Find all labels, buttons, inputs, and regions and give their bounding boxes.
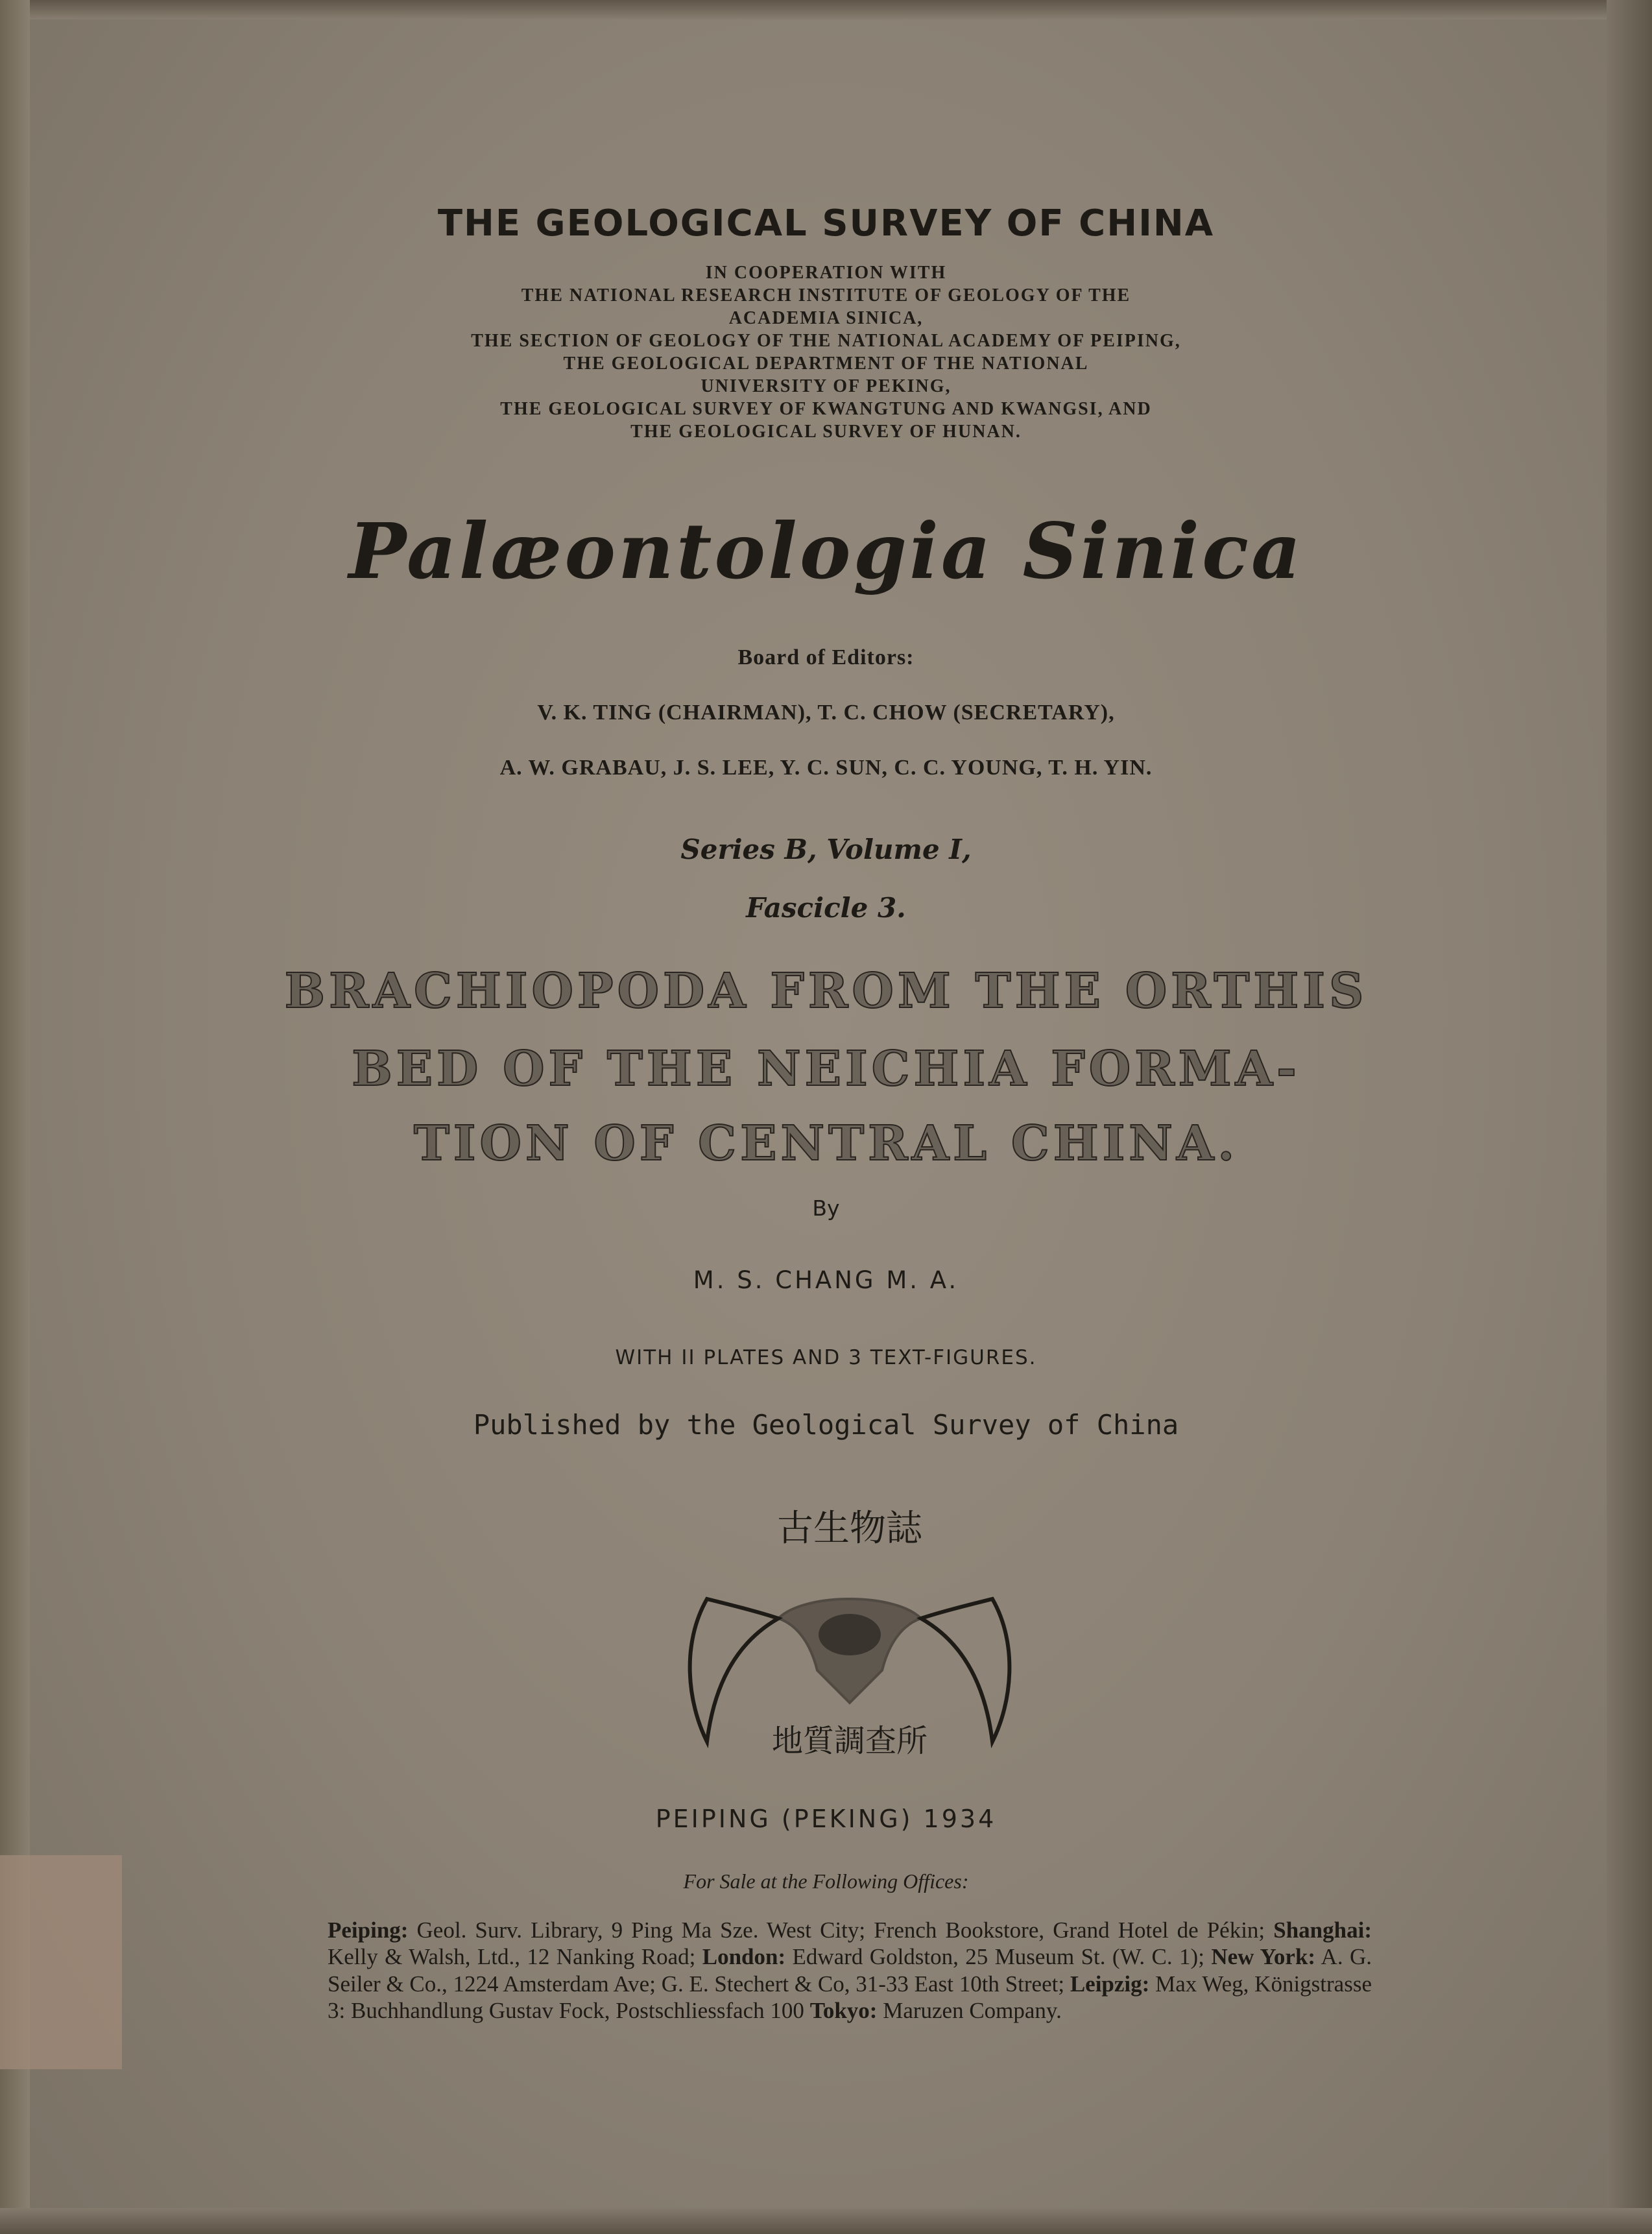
seal-left-horn — [690, 1599, 778, 1742]
author: M. S. CHANG M. A. — [693, 1266, 959, 1294]
office-city: New York: — [1211, 1944, 1316, 1970]
work-title-line: TION OF CENTRAL CHINA. — [413, 1116, 1239, 1171]
seal-right-horn — [921, 1599, 1009, 1742]
cooperation-line: ACADEMIA SINICA, — [728, 308, 924, 328]
journal-title: Palæontologia Sinica — [348, 506, 1304, 596]
office-address: A. G. Seiler & Co., 1224 Amsterdam Ave; G. E. Stechert & Co, 31-33 East 10th Street; — [328, 1944, 1372, 1997]
work-title-line: BED OF THE NEICHIA FORMA- — [352, 1041, 1300, 1097]
cooperation-line: THE GEOLOGICAL DEPARTMENT OF THE NATIONAL — [563, 354, 1089, 374]
fascicle: Fascicle 3. — [746, 892, 906, 924]
plates-note: WITH II PLATES AND 3 TEXT-FIGURES. — [615, 1346, 1037, 1369]
cooperation-line: THE GEOLOGICAL SURVEY OF KWANGTUNG AND KWANGSI, AND — [500, 399, 1152, 419]
series-volume: Series B, Volume I, — [680, 834, 972, 865]
seal-top-text: 古生物誌 — [777, 1507, 922, 1550]
office-address: Kelly & Walsh, Ltd., 12 Nanking Road; — [328, 1944, 702, 1970]
survey-title: THE GEOLOGICAL SURVEY OF CHINA — [437, 202, 1215, 245]
cover-edge-top — [0, 0, 1652, 19]
work-title-line: BRACHIOPODA FROM THE ORTHIS — [284, 963, 1368, 1019]
publisher-line: Published by the Geological Survey of China — [473, 1409, 1179, 1441]
office-city: Leipzig: — [1070, 1971, 1150, 1997]
cooperation-line: THE NATIONAL RESEARCH INSTITUTE OF GEOLOGY OF THE — [521, 285, 1131, 306]
cover-edge-bottom — [0, 2208, 1652, 2234]
place-and-year: PEIPING (PEKING) 1934 — [655, 1805, 997, 1833]
editors-line: A. W. GRABAU, J. S. LEE, Y. C. SUN, C. C. YOUNG, T. H. YIN. — [499, 756, 1153, 780]
office-city: Shanghai: — [1273, 1917, 1372, 1943]
cooperation-line: THE SECTION OF GEOLOGY OF THE NATIONAL ACADEMY OF PEIPING, — [471, 331, 1181, 351]
office-address: Max Weg, Königstrasse 3: Buchhandlung Gustav Fock, Postschliessfach 100 — [328, 1971, 1372, 2023]
cooperation-line: UNIVERSITY OF PEKING, — [700, 376, 952, 396]
seal-bottom-text: 地質調查所 — [771, 1723, 928, 1759]
survey-seal-emblem — [668, 1495, 1031, 1768]
editors-heading: Board of Editors: — [737, 645, 915, 669]
office-address: Geol. Surv. Library, 9 Ping Ma Sze. West City; French Bookstore, Grand Hotel de Pékin; — [408, 1917, 1274, 1943]
office-city: Peiping: — [328, 1917, 409, 1943]
by-line: By — [812, 1195, 840, 1221]
editors-line: V. K. TING (CHAIRMAN), T. C. CHOW (SECRETARY), — [537, 701, 1115, 725]
for-sale-heading: For Sale at the Following Offices: — [683, 1869, 969, 1893]
office-city: London: — [702, 1944, 786, 1970]
cooperation-line: THE GEOLOGICAL SURVEY OF HUNAN. — [630, 422, 1022, 442]
seal-trilobite-head — [819, 1614, 881, 1655]
office-address: Maruzen Company. — [877, 1997, 1062, 2023]
cooperation-line: IN COOPERATION WITH — [705, 263, 947, 283]
office-address: Edward Goldston, 25 Museum St. (W. C. 1); — [785, 1944, 1212, 1970]
sales-offices — [328, 1917, 1372, 2024]
office-city: Tokyo: — [809, 1997, 878, 2023]
